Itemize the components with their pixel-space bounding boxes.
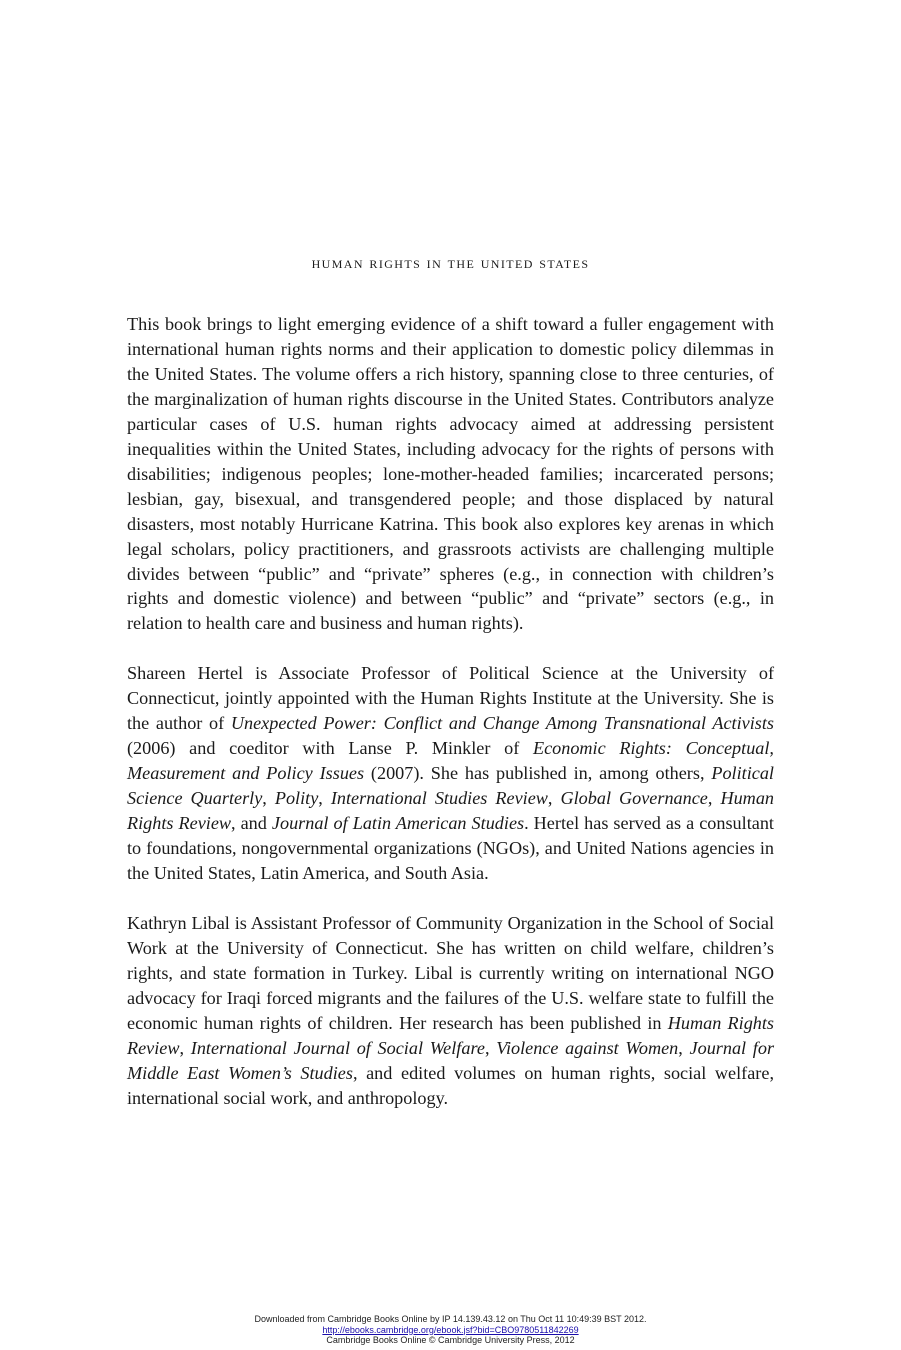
italic-title-text: Global Governance bbox=[560, 788, 708, 809]
text-run: (2007). She has published in, among others, bbox=[364, 763, 712, 784]
text-run: , bbox=[262, 788, 275, 809]
author-bio-hertel-paragraph bbox=[127, 661, 774, 886]
body-text bbox=[127, 312, 774, 1136]
text-run: , and bbox=[231, 813, 272, 834]
italic-title-text: Human Rights Review bbox=[127, 1012, 775, 1058]
italic-title-text: International Studies Review bbox=[330, 788, 548, 809]
italic-title-text: International Journal of Social Welfare bbox=[190, 1037, 485, 1058]
italic-title-text: Journal of Latin American Studies bbox=[271, 813, 525, 834]
italic-title-text: Journal for Middle East Women’s Studies bbox=[127, 1037, 775, 1083]
download-footer bbox=[0, 1314, 901, 1346]
download-notice: Downloaded from Cambridge Books Online by IP 14.139.43.12 on Thu Oct 11 10:49:39 BST 2012. bbox=[254, 1314, 647, 1324]
italic-title-text: Polity bbox=[274, 788, 319, 809]
italic-title-text: Political Science Quarterly bbox=[127, 763, 774, 809]
author-bio-libal-paragraph bbox=[127, 911, 774, 1111]
text-run: , bbox=[318, 788, 331, 809]
text-run: , and edited volumes on human rights, social welfare, international social work, and anthropology. bbox=[127, 1062, 774, 1108]
text-run: This book brings to light emerging evidence of a shift toward a fuller engagement with international human rights norms and their application to domestic policy dilemmas in the United States. The volume offers a rich history, spanning close to three centuries, of the marginalization of human rights discourse in the United States. Contributors analyze particular cases of U.S. human rights advocacy aimed at addressing persistent inequalities within the United States, including advocacy for the rights of persons with disabilities; indigenous peoples; lone-mother-headed families; incarcerated persons; lesbian, gay, bisexual, and transgendered people; and those displaced by natural disasters, most notably Hurricane Katrina. This book also explores key arenas in which legal scholars, policy practitioners, and grassroots activists are challenging multiple divides between “public” and “private” spheres (e.g., in connection with children’s rights and domestic violence) and between “public” and “private” sectors (e.g., in relation to health care and business and human rights). bbox=[127, 314, 774, 634]
ebook-link[interactable]: http://ebooks.cambridge.org/ebook.jsf?bid=CBO9780511842269 bbox=[322, 1324, 579, 1335]
text-run: , bbox=[484, 1037, 497, 1058]
text-run: , bbox=[707, 788, 721, 809]
text-run: , bbox=[547, 788, 561, 809]
text-run: (2006) and coeditor with Lanse P. Minkler of bbox=[127, 738, 533, 759]
text-run: . Hertel has served as a consultant to foundations, nongovernmental organizations (NGOs), and United Nations agencies in the United States, Latin America, and South Asia. bbox=[127, 813, 774, 884]
copyright-notice: Cambridge Books Online © Cambridge University Press, 2012 bbox=[326, 1335, 575, 1345]
italic-title-text: Economic Rights: Conceptual, Measurement and Policy Issues bbox=[127, 738, 774, 784]
text-run: , bbox=[678, 1037, 690, 1058]
italic-title-text: Violence against Women bbox=[496, 1037, 679, 1058]
text-run: Shareen Hertel is Associate Professor of Political Science at the University of Connecticut, jointly appointed with the Human Rights Institute at the University. She is the author of bbox=[127, 663, 774, 734]
text-run: Kathryn Libal is Assistant Professor of Community Organization in the School of Social Work at the University of Connecticut. She has written on child welfare, children’s rights, and state formation in Turkey. Libal is currently writing on international NGO advocacy for Iraqi forced migrants and the failures of the U.S. welfare state to fulfill the economic human rights of children. Her research has been published in bbox=[127, 912, 774, 1033]
page-title: human rights in the united states bbox=[311, 253, 590, 272]
book-description-paragraph bbox=[127, 312, 774, 636]
text-run: , bbox=[179, 1037, 191, 1058]
italic-title-text: Unexpected Power: Conflict and Change Among Transnational Activists bbox=[230, 713, 774, 734]
italic-title-text: Human Rights Review bbox=[127, 788, 775, 834]
